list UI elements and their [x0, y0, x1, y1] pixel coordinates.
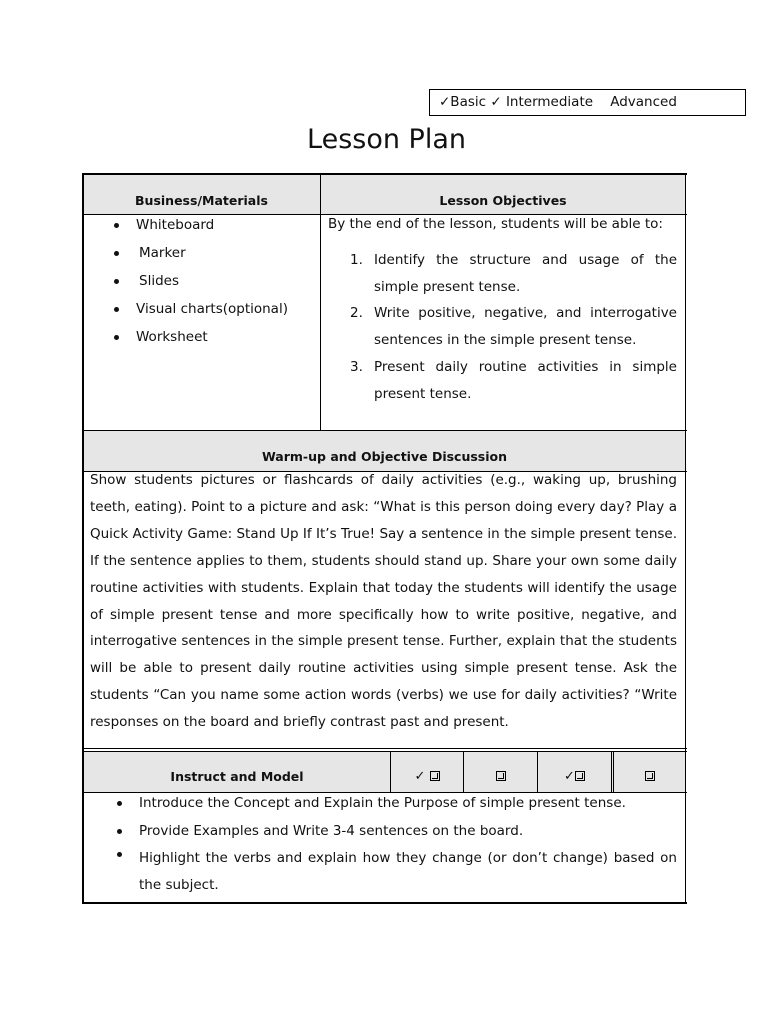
materials-list	[136, 216, 288, 356]
divider	[82, 748, 687, 749]
check-cell-2[interactable]	[464, 763, 537, 791]
list-item: Marker	[136, 244, 288, 272]
list-item: 2. Write positive, negative, and interrogative sentences in the simple present tense.	[350, 305, 677, 349]
table-border-right	[685, 748, 686, 904]
table-border-left	[82, 173, 84, 432]
check-cell-4[interactable]	[614, 763, 685, 791]
checkbox-icon	[430, 771, 440, 781]
objectives-header: Lesson Objectives	[439, 193, 567, 208]
list-item: Whiteboard	[136, 216, 288, 244]
table-border-bottom	[82, 902, 687, 904]
divider	[82, 792, 687, 793]
level-selector: ✓Basic ✓ Intermediate Advanced	[429, 89, 746, 116]
warmup-body: Show students pictures or flashcards of daily activities (e.g., waking up, brushing teeth, eating). Point to a picture and ask: “What is this person doing every day? Play a Quick Activity Game: Stand Up If It’s True! Say a sentence in the simple present tense. If the sentence applies to them, students should stand up. Share your own some daily routine activities with students. Explain that today the students will identify the usage of simple present tense and more specifically how to write positive, negative, and interrogative sentences in the simple present tense. Further, explain that the students will be able to present daily routine activities using simple present tense. Ask the students “Can you name some action words (verbs) we use for daily activities? “Write responses on the board and briefly contrast past and present.	[90, 472, 677, 731]
objectives-list	[350, 247, 677, 407]
checkbox-icon	[496, 771, 506, 781]
checkbox-icon	[575, 771, 585, 781]
materials-header: Business/Materials	[135, 193, 268, 208]
instruct-header: Instruct and Model	[170, 769, 304, 784]
page-title: Lesson Plan	[307, 124, 466, 155]
list-item: Slides	[136, 272, 288, 300]
objectives-intro: By the end of the lesson, students will be able to:	[328, 216, 663, 232]
column-divider	[320, 173, 321, 431]
table-border-top	[82, 173, 687, 175]
table-border-right	[685, 430, 686, 750]
check-cell-3[interactable]: ✓	[538, 763, 611, 791]
check-cell-1[interactable]: ✓	[391, 763, 463, 791]
list-item: 1. Identify the structure and usage of the simple present tense.	[350, 252, 677, 295]
list-item: Worksheet	[136, 328, 288, 356]
table-border-right	[685, 173, 686, 432]
checkbox-icon	[645, 771, 655, 781]
list-item: 3. Present daily routine activities in simple present tense.	[350, 358, 677, 402]
warmup-header: Warm-up and Objective Discussion	[261, 449, 508, 464]
list-item: Provide Examples and Write 3-4 sentences on the board.	[139, 822, 677, 840]
list-item: Visual charts(optional)	[136, 300, 288, 328]
list-item: Highlight the verbs and explain how they change (or don’t change) based on the subject.	[139, 845, 677, 899]
column-divider	[611, 751, 612, 792]
table-border-left	[82, 430, 84, 750]
instruct-list	[139, 794, 677, 899]
list-item: Introduce the Concept and Explain the Purpose of simple present tense.	[139, 794, 677, 812]
